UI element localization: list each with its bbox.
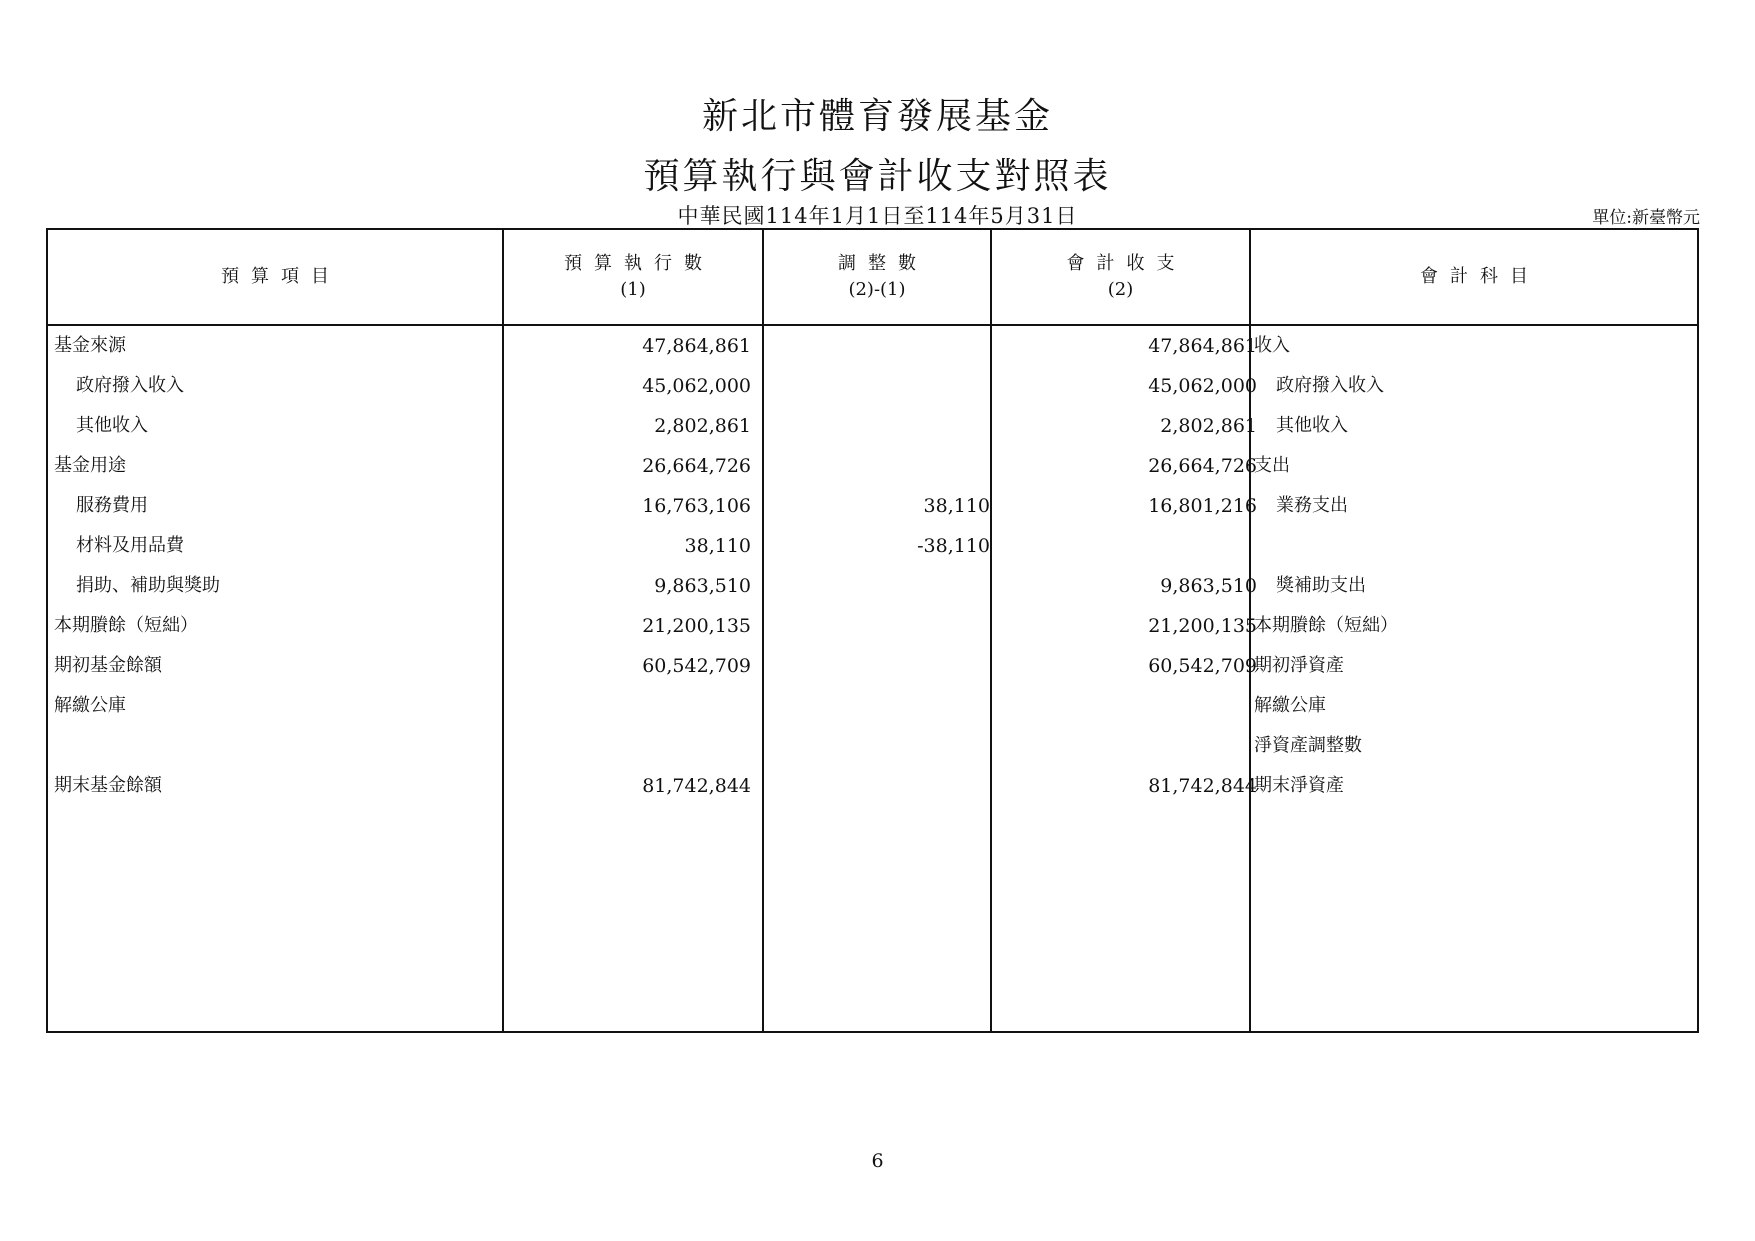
table-row xyxy=(48,686,1697,726)
accounting-cell: 60,542,709 xyxy=(1148,655,1257,677)
account-subject-cell: 期末淨資產 xyxy=(1254,775,1344,796)
accounting-cell: 26,664,726 xyxy=(1148,455,1257,477)
header-budget-exec xyxy=(504,230,762,324)
budget-item-cell: 解繳公庫 xyxy=(54,695,126,716)
header-adjust-label: 調整數 xyxy=(838,253,928,274)
budget-exec-cell xyxy=(503,726,751,766)
accounting-cell: 47,864,861 xyxy=(1148,335,1257,357)
header-budget-exec-sub: (1) xyxy=(620,279,646,300)
accounting-cell: 9,863,510 xyxy=(1160,575,1257,597)
adjust-cell xyxy=(763,366,990,406)
table-row xyxy=(48,486,1697,526)
budget-exec-cell: 16,763,106 xyxy=(642,495,751,517)
accounting-cell xyxy=(993,726,1257,766)
budget-item-cell: 服務費用 xyxy=(76,495,148,516)
budget-item-cell: 捐助、補助與獎助 xyxy=(76,575,220,596)
budget-exec-cell: 38,110 xyxy=(684,535,751,557)
account-subject-cell: 政府撥入收入 xyxy=(1276,375,1384,396)
report-title: 新北市體育發展基金 xyxy=(701,96,1053,137)
budget-exec-cell: 26,664,726 xyxy=(642,455,751,477)
budget-item-cell: 期末基金餘額 xyxy=(54,775,162,796)
budget-exec-cell xyxy=(503,686,751,726)
adjust-cell xyxy=(763,406,990,446)
header-account-subject-label: 會計科目 xyxy=(1420,266,1540,287)
accounting-cell xyxy=(993,526,1257,566)
account-subject-cell: 本期賸餘（短絀） xyxy=(1254,615,1398,636)
table-row xyxy=(48,646,1697,686)
header-adjust xyxy=(764,230,990,324)
account-subject-cell: 解繳公庫 xyxy=(1254,695,1326,716)
table-row xyxy=(48,766,1697,806)
adjust-cell xyxy=(763,606,990,646)
header-budget-item xyxy=(48,230,502,324)
adjust-cell xyxy=(763,566,990,606)
accounting-cell: 2,802,861 xyxy=(1160,415,1257,437)
accounting-cell: 21,200,135 xyxy=(1148,615,1257,637)
account-subject-cell: 支出 xyxy=(1254,455,1290,476)
reconciliation-table xyxy=(46,228,1699,1033)
budget-item-cell: 基金用途 xyxy=(54,455,126,476)
budget-exec-cell: 9,863,510 xyxy=(654,575,751,597)
account-subject-cell: 獎補助支出 xyxy=(1276,575,1366,596)
budget-item-cell: 其他收入 xyxy=(76,415,148,436)
table-row xyxy=(48,406,1697,446)
header-budget-item-label: 預算項目 xyxy=(221,266,341,287)
accounting-cell: 45,062,000 xyxy=(1148,375,1257,397)
adjust-cell xyxy=(763,766,990,806)
budget-item-cell: 期初基金餘額 xyxy=(54,655,162,676)
accounting-cell: 81,742,844 xyxy=(1148,775,1257,797)
budget-exec-cell: 47,864,861 xyxy=(642,335,751,357)
header-accounting-sub: (2) xyxy=(1107,279,1134,300)
budget-item-cell: 材料及用品費 xyxy=(76,535,184,556)
header-budget-exec-label: 預算執行數 xyxy=(564,253,714,274)
table-row xyxy=(48,446,1697,486)
page-number: 6 xyxy=(871,1150,884,1172)
account-subject-cell xyxy=(1276,526,1716,566)
table-row xyxy=(48,566,1697,606)
adjust-cell: -38,110 xyxy=(917,535,990,557)
budget-exec-cell: 21,200,135 xyxy=(642,615,751,637)
account-subject-cell: 收入 xyxy=(1254,335,1290,356)
adjust-cell xyxy=(763,686,990,726)
budget-exec-cell: 81,742,844 xyxy=(642,775,751,797)
header-adjust-sub: (2)-(1) xyxy=(848,279,906,300)
currency-unit: 單位:新臺幣元 xyxy=(1592,208,1700,228)
budget-exec-cell: 45,062,000 xyxy=(642,375,751,397)
budget-item-cell: 基金來源 xyxy=(54,335,126,356)
adjust-cell xyxy=(763,326,990,366)
accounting-cell: 16,801,216 xyxy=(1148,495,1257,517)
account-subject-cell: 淨資產調整數 xyxy=(1254,735,1362,756)
header-account-subject xyxy=(1251,230,1697,324)
adjust-cell xyxy=(763,726,990,766)
table-row xyxy=(48,726,1697,766)
account-subject-cell: 期初淨資產 xyxy=(1254,655,1344,676)
table-row xyxy=(48,366,1697,406)
header-accounting xyxy=(992,230,1249,324)
budget-item-cell: 政府撥入收入 xyxy=(76,375,184,396)
table-row xyxy=(48,606,1697,646)
adjust-cell xyxy=(763,446,990,486)
budget-item-cell xyxy=(54,726,494,766)
report-subtitle: 預算執行與會計收支對照表 xyxy=(643,156,1112,197)
accounting-cell xyxy=(993,686,1257,726)
header-accounting-label: 會計收支 xyxy=(1066,253,1187,274)
adjust-cell xyxy=(763,646,990,686)
budget-item-cell: 本期賸餘（短絀） xyxy=(54,615,198,636)
table-row xyxy=(48,526,1697,566)
account-subject-cell: 其他收入 xyxy=(1276,415,1348,436)
budget-exec-cell: 60,542,709 xyxy=(642,655,751,677)
budget-exec-cell: 2,802,861 xyxy=(654,415,751,437)
report-period: 中華民國114年1月1日至114年5月31日 xyxy=(677,204,1078,228)
account-subject-cell: 業務支出 xyxy=(1276,495,1348,516)
table-row xyxy=(48,326,1697,366)
adjust-cell: 38,110 xyxy=(923,495,990,517)
